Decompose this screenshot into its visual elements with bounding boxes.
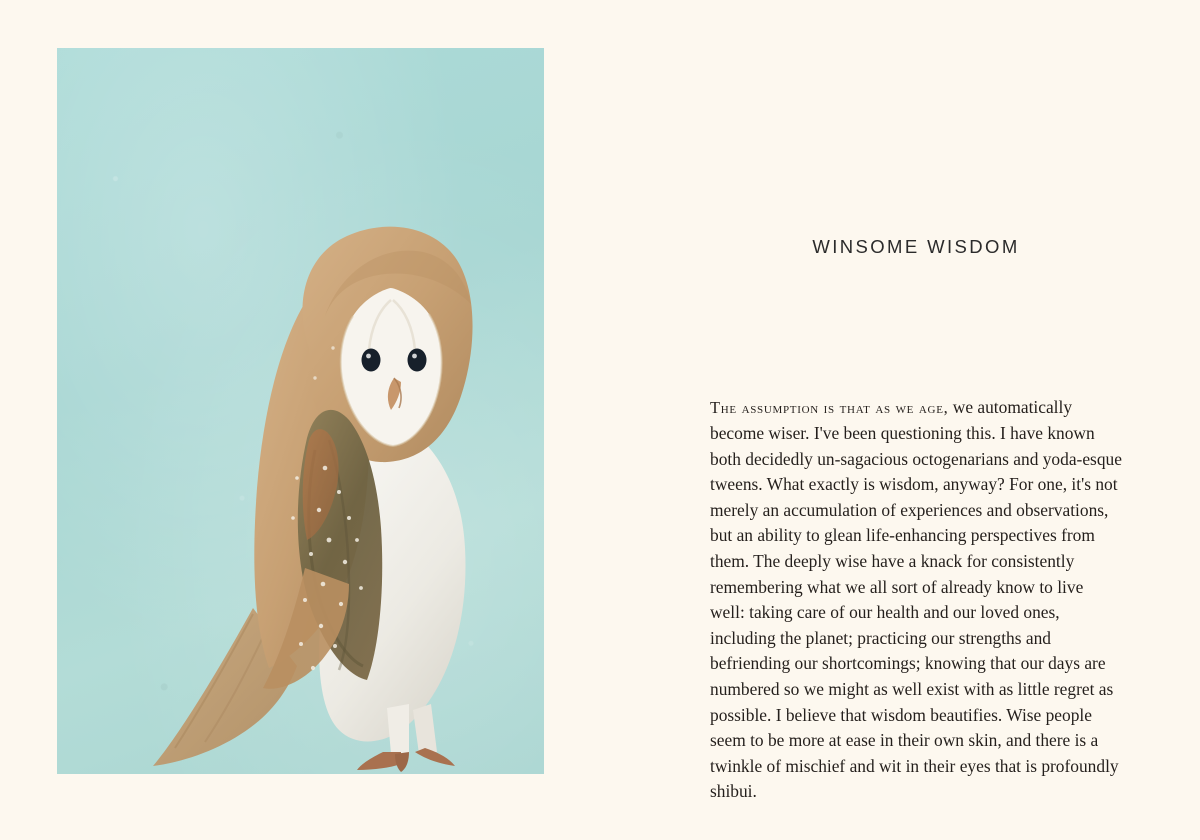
- illustration-plate: [57, 48, 544, 774]
- barn-owl-icon: [57, 48, 544, 774]
- body-paragraph: [710, 395, 1122, 805]
- lead-in-text: The assumption is that as we age,: [710, 398, 949, 418]
- page-title: WINSOME WISDOM: [812, 236, 1020, 257]
- text-column: [710, 0, 1130, 840]
- body-text: we automatically become wiser. I've been questioning this. I have known both decidedly un-sagacious octogenarians and yoda-esque tweens. What exactly is wisdom, anyway? For one, it's not merely an accumulation of experiences and observations, but an ability to glean life-enhancing perspectives from them. The deeply wise have a knack for consistently remembering what we all sort of already know to live well: taking care of our health and our loved ones, including the planet; practicing our strengths and befriending our shortcomings; knowing that our days are numbered so we might as well exist with as little regret as possible. I believe that wisdom beautifies. Wise people seem to be more at ease in their own skin, and there is a twinkle of mischief and wit in their eyes that is profoundly shibui.: [710, 397, 1122, 802]
